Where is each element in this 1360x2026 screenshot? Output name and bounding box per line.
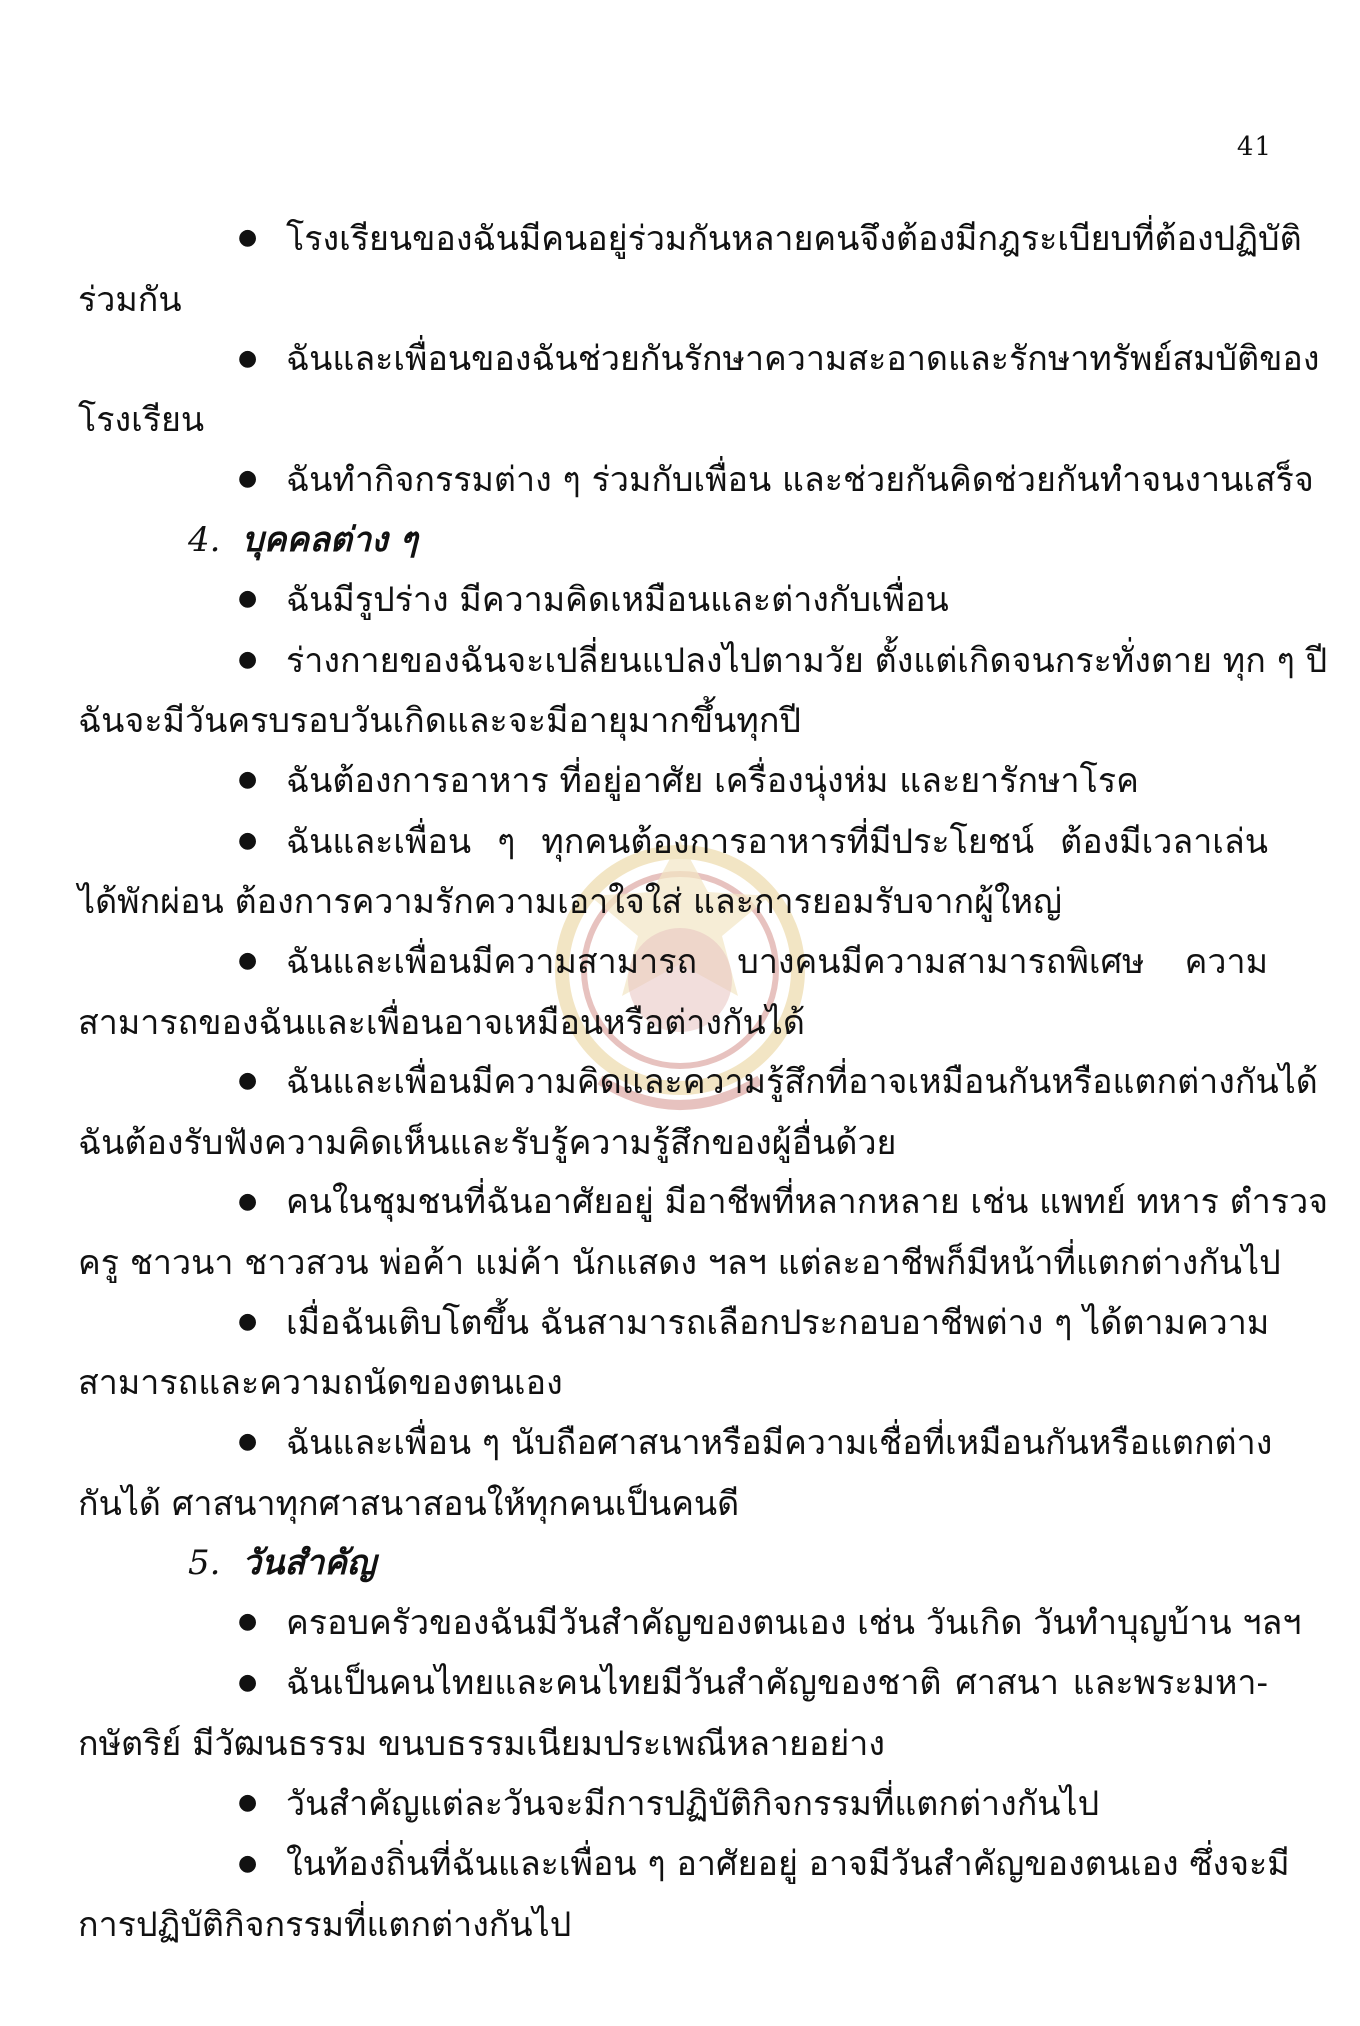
bullet-icon: ● <box>238 1429 258 1454</box>
bullet-text: ร่างกายของฉันจะเปลี่ยนแปลงไปตามวัย ตั้งแต่เกิดจนกระทั่งตาย ทุก ๆ ปี <box>286 640 1328 681</box>
bullet-item <box>78 813 1268 874</box>
section-heading <box>78 1534 1268 1594</box>
bullet-item <box>78 1294 1268 1355</box>
bullet-text: ฉันและเพื่อน ๆ ทุกคนต้องการอาหารที่มีประโยชน์ ต้องมีเวลาเล่น <box>286 821 1268 862</box>
bullet-item <box>78 1654 1268 1715</box>
bullet-icon: ● <box>238 948 258 973</box>
page-number: 41 <box>1236 132 1272 162</box>
continuation-line: ฉันจะมีวันครบรอบวันเกิดและจะมีอายุมากขึ้นทุกปี <box>78 701 801 742</box>
bullet-text: ครอบครัวของฉันมีวันสำคัญของตนเอง เช่น วันเกิด วันทำบุญบ้าน ฯลฯ <box>286 1602 1302 1643</box>
continuation-line: ฉันต้องรับฟังความคิดเห็นและรับรู้ความรู้สึกของผู้อื่นด้วย <box>78 1122 897 1163</box>
bullet-icon: ● <box>238 1308 258 1334</box>
bullet-item <box>78 632 1328 693</box>
bullet-text: ฉันและเพื่อนมีความคิดและความรู้สึกที่อาจเหมือนกันหรือแตกต่างกันได้ <box>286 1062 1318 1102</box>
bullet-item <box>78 451 1314 512</box>
section-heading <box>78 511 1268 571</box>
bullet-text: โรงเรียนของฉันมีคนอยู่ร่วมกันหลายคนจึงต้องมีกฎระเบียบที่ต้องปฏิบัติ <box>286 219 1302 259</box>
section-number: 5. <box>188 1543 221 1583</box>
bullet-item <box>78 330 1320 391</box>
bullet-icon: ● <box>238 586 258 611</box>
bullet-text: ฉันต้องการอาหาร ที่อยู่อาศัย เครื่องนุ่งห่ม และยารักษาโรค <box>286 760 1139 801</box>
bullet-text: ฉันและเพื่อนมีความสามารถ บางคนมีความสามารถพิเศษ ความ <box>286 941 1268 982</box>
bullet-item <box>78 933 1268 994</box>
bullet-icon: ● <box>238 1789 258 1815</box>
bullet-icon: ● <box>238 1188 258 1214</box>
bullet-text: ฉันมีรูปร่าง มีความคิดเหมือนและต่างกับเพื่อน <box>286 579 949 620</box>
section-title: บุคคลต่าง ๆ <box>242 520 418 561</box>
bullet-item <box>78 1414 1273 1475</box>
bullet-item <box>78 1594 1302 1655</box>
bullet-icon: ● <box>238 1068 258 1094</box>
bullet-text: คนในชุมชนที่ฉันอาศัยอยู่ มีอาชีพที่หลากหลาย เช่น แพทย์ ทหาร ตำรวจ <box>286 1182 1329 1223</box>
body-text <box>78 210 1329 1956</box>
bullet-text: ฉันและเพื่อน ๆ นับถือศาสนาหรือมีความเชื่อที่เหมือนกันหรือแตกต่าง <box>286 1422 1273 1463</box>
bullet-icon: ● <box>238 1669 258 1695</box>
bullet-text: ฉันเป็นคนไทยและคนไทยมีวันสำคัญของชาติ ศาสนา และพระมหา- <box>286 1663 1268 1704</box>
continuation-line: ได้พักผ่อน ต้องการความรักความเอาใจใส่ และการยอมรับจากผู้ใหญ่ <box>78 882 1063 923</box>
bullet-icon: ● <box>238 465 258 491</box>
bullet-item <box>78 571 1268 632</box>
bullet-item <box>78 210 1302 271</box>
bullet-item <box>78 1173 1329 1234</box>
continuation-line: กันได้ ศาสนาทุกศาสนาสอนให้ทุกคนเป็นคนดี <box>78 1483 740 1524</box>
bullet-icon: ● <box>238 767 258 792</box>
bullet-item <box>78 1835 1290 1896</box>
continuation-line: สามารถและความถนัดของตนเอง <box>78 1363 563 1404</box>
continuation-line: สามารถของฉันและเพื่อนอาจเหมือนหรือต่างกันได้ <box>78 1002 805 1043</box>
bullet-item <box>78 1775 1268 1836</box>
bullet-icon: ● <box>238 646 258 672</box>
continuation-line: โรงเรียน <box>78 400 205 440</box>
continuation-line: ครู ชาวนา ชาวสวน พ่อค้า แม่ค้า นักแสดง ฯลฯ แต่ละอาชีพก็มีหน้าที่แตกต่างกันไป <box>78 1243 1281 1283</box>
continuation-line: กษัตริย์ มีวัฒนธรรม ขนบธรรมเนียมประเพณีหลายอย่าง <box>78 1724 885 1764</box>
section-title: วันสำคัญ <box>242 1543 376 1583</box>
bullet-item <box>78 752 1268 813</box>
bullet-text: ฉันและเพื่อนของฉันช่วยกันรักษาความสะอาดและรักษาทรัพย์สมบัติของ <box>286 339 1320 380</box>
section-number: 4. <box>188 520 221 561</box>
bullet-text: วันสำคัญแต่ละวันจะมีการปฏิบัติกิจกรรมที่แตกต่างกันไป <box>286 1783 1100 1824</box>
bullet-text: ฉันทำกิจกรรมต่าง ๆ ร่วมกับเพื่อน และช่วยกันคิดช่วยกันทำจนงานเสร็จ <box>286 459 1314 500</box>
bullet-icon: ● <box>238 827 258 853</box>
bullet-text: เมื่อฉันเติบโตขึ้น ฉันสามารถเลือกประกอบอาชีพต่าง ๆ ได้ตามความ <box>286 1302 1270 1343</box>
bullet-item <box>78 1053 1318 1114</box>
bullet-icon: ● <box>238 345 258 371</box>
continuation-line: การปฏิบัติกิจกรรมที่แตกต่างกันไป <box>78 1905 572 1945</box>
bullet-icon: ● <box>238 225 258 251</box>
bullet-text: ในท้องถิ่นที่ฉันและเพื่อน ๆ อาศัยอยู่ อาจมีวันสำคัญของตนเอง ซึ่งจะมี <box>286 1844 1290 1885</box>
bullet-icon: ● <box>238 1850 258 1876</box>
continuation-line: ร่วมกัน <box>78 279 182 320</box>
bullet-icon: ● <box>238 1608 258 1634</box>
